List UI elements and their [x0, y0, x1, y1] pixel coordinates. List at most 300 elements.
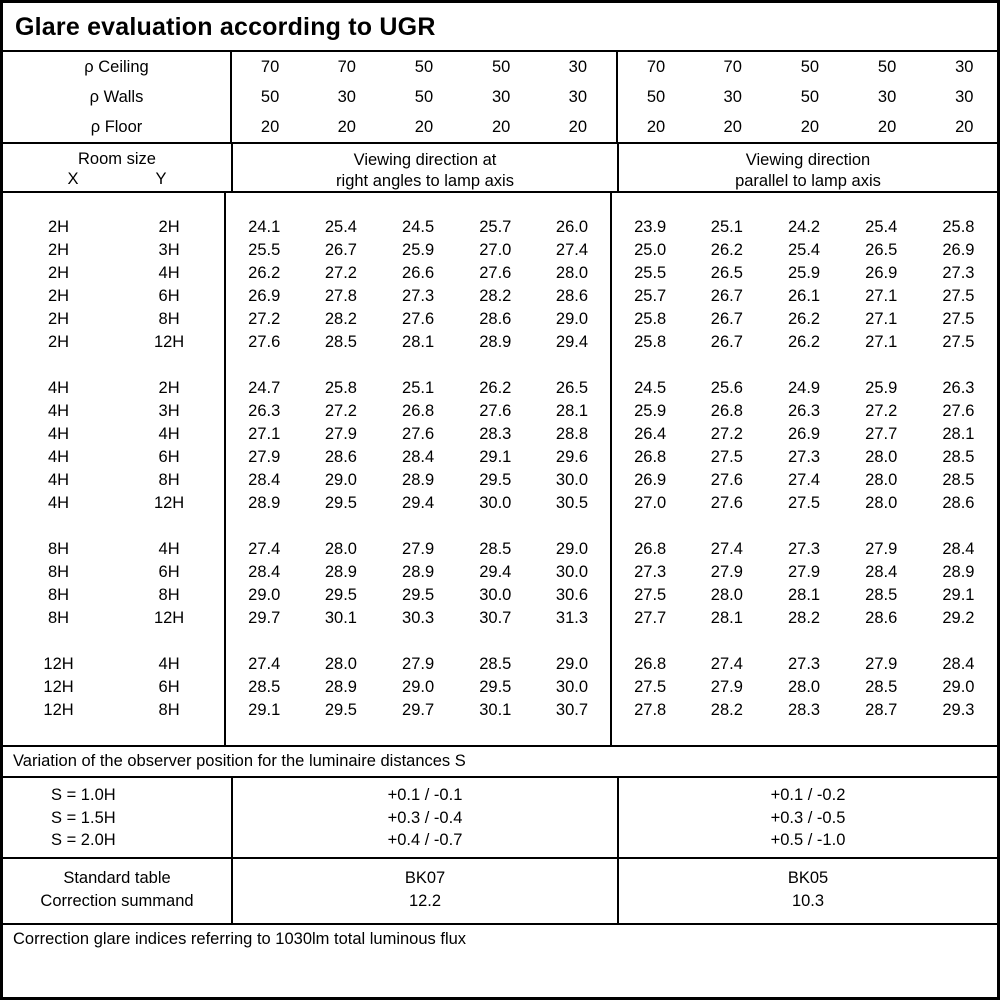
cell: 26.3: [787, 402, 821, 421]
cell: 70: [723, 57, 742, 76]
cell: 28.2: [710, 701, 743, 720]
cell-x: 8H: [47, 609, 70, 628]
cell: 30: [568, 87, 588, 106]
cell: 29.4: [555, 333, 589, 352]
cell: 28.0: [865, 494, 898, 513]
spacer-cell: [920, 515, 997, 538]
variation-value: +0.5 / -1.0: [770, 830, 846, 849]
spacer-row: [3, 354, 997, 377]
table-row: [3, 676, 997, 699]
cell: 25.8: [611, 308, 688, 331]
cell: 27.3: [787, 448, 821, 467]
cell: 28.2: [787, 609, 821, 628]
cell: 27.6: [479, 402, 512, 421]
cell: 30.1: [479, 701, 512, 720]
standard-table-value: BK05: [787, 869, 829, 888]
spacer-row: [3, 722, 997, 745]
cell: 29.3: [942, 701, 975, 720]
cell: 27.9: [710, 563, 743, 582]
cell-y: 4H: [158, 540, 180, 559]
variation-value: +0.3 / -0.5: [770, 808, 846, 827]
viewing-direction-line2: parallel to lamp axis: [735, 171, 881, 190]
cell: 28.1: [402, 333, 435, 352]
cell: 26.0: [555, 218, 589, 237]
cell: 29.7: [402, 701, 435, 720]
cell: 27.7: [865, 425, 898, 444]
variation-labels: [3, 778, 231, 857]
cell: 29.0: [402, 678, 435, 697]
cell: 29.0: [942, 678, 975, 697]
spacer-cell: [457, 193, 534, 216]
cell: 26.5: [710, 264, 743, 283]
cell: 28.0: [865, 471, 898, 490]
cell: 27.5: [942, 287, 975, 306]
cell: 26.9: [942, 241, 975, 260]
cell-y: 6H: [158, 563, 180, 582]
variation-label: S = 1.5H: [51, 808, 116, 827]
cell: 27.6: [942, 402, 975, 421]
cell: 20: [771, 112, 848, 143]
variation-label: S = 1.0H: [51, 786, 116, 805]
spacer-cell: [843, 722, 920, 745]
table-row: [3, 82, 1000, 112]
cell: 25.6: [710, 379, 743, 398]
cell: 27.3: [611, 561, 688, 584]
table-row: [3, 216, 997, 239]
cell: 50: [414, 87, 434, 106]
cell: 20: [926, 112, 1000, 143]
cell: 25.5: [225, 239, 302, 262]
cell: 23.9: [611, 216, 688, 239]
cell: 27.2: [324, 264, 357, 283]
cell: 29.4: [479, 563, 512, 582]
room-size-label: Room size: [78, 150, 156, 168]
cell-y: 12H: [153, 333, 185, 352]
cell: 27.2: [324, 402, 357, 421]
spacer-cell: [688, 515, 765, 538]
cell-x: 2H: [47, 287, 70, 306]
cell: 27.6: [402, 310, 435, 329]
cell-y: 12H: [153, 494, 185, 513]
cell: 25.4: [865, 218, 898, 237]
page-title: Glare evaluation according to UGR: [15, 13, 436, 41]
reflectance-table: [3, 52, 1000, 144]
spacer-cell: [765, 515, 842, 538]
cell: 50: [617, 82, 694, 112]
cell: 26.9: [611, 469, 688, 492]
cell: 27.6: [479, 264, 512, 283]
row-label-floor: ρ Floor: [3, 112, 231, 143]
spacer-cell: [114, 193, 225, 216]
cell: 28.5: [942, 471, 975, 490]
cell: 30: [337, 87, 356, 106]
cell: 30.0: [479, 586, 512, 605]
cell: 28.9: [942, 563, 975, 582]
cell: 29.5: [479, 678, 512, 697]
cell-y: 4H: [158, 655, 180, 674]
cell: 29.5: [402, 586, 435, 605]
spacer-cell: [114, 515, 225, 538]
cell-x: 12H: [43, 655, 74, 674]
cell: 28.4: [225, 561, 302, 584]
cell-y: 8H: [158, 701, 180, 720]
spacer-cell: [611, 515, 688, 538]
cell: 30: [955, 57, 974, 76]
cell: 25.8: [942, 218, 975, 237]
cell: 27.5: [942, 333, 975, 352]
cell: 29.0: [225, 584, 302, 607]
cell: 29.5: [324, 494, 357, 513]
spacer-cell: [3, 354, 114, 377]
cell: 27.9: [787, 563, 821, 582]
cell: 26.2: [479, 379, 512, 398]
cell: 26.8: [611, 446, 688, 469]
cell: 28.9: [324, 678, 357, 697]
variation-section: [3, 776, 997, 859]
cell: 26.2: [787, 333, 821, 352]
cell: 20: [385, 112, 462, 143]
cell: 28.3: [787, 701, 821, 720]
cell: 30.5: [555, 494, 589, 513]
cell: 27.2: [710, 425, 743, 444]
table-row: [3, 584, 997, 607]
table-row: [3, 699, 997, 722]
table-row: [3, 538, 997, 561]
table-row: [3, 285, 997, 308]
cell: 25.9: [611, 400, 688, 423]
cell: 28.5: [942, 448, 975, 467]
spacer-cell: [225, 193, 302, 216]
spacer-cell: [920, 722, 997, 745]
cell-y: 2H: [158, 218, 180, 237]
spacer-cell: [457, 515, 534, 538]
cell: 27.8: [324, 287, 357, 306]
cell: 26.2: [787, 310, 821, 329]
spacer-cell: [843, 515, 920, 538]
cell: 27.5: [787, 494, 821, 513]
cell: 20: [463, 112, 540, 143]
variation-note: Variation of the observer position for the luminaire distances S: [13, 752, 466, 771]
cell: 29.6: [555, 448, 589, 467]
cell: 28.5: [479, 540, 512, 559]
cell: 26.2: [710, 241, 743, 260]
cell: 26.4: [611, 423, 688, 446]
cell-y: 8H: [158, 586, 180, 605]
cell: 30: [723, 87, 742, 106]
cell: 28.4: [402, 448, 435, 467]
cell: 27.6: [225, 331, 302, 354]
spacer-cell: [225, 722, 302, 745]
cell: 29.7: [225, 607, 302, 630]
viewing-direction-line1: Viewing direction at: [353, 151, 497, 169]
cell: 26.1: [787, 287, 821, 306]
cell: 27.1: [865, 310, 898, 329]
table-row: [3, 377, 997, 400]
cell: 28.3: [479, 425, 512, 444]
spacer-cell: [843, 193, 920, 216]
standard-parallel: [617, 859, 997, 923]
cell-y: 2H: [158, 379, 180, 398]
cell: 20: [694, 112, 771, 143]
variation-value: +0.1 / -0.1: [387, 786, 463, 805]
room-size-y-label: Y: [155, 170, 167, 188]
spacer-cell: [534, 630, 611, 653]
cell: 28.1: [787, 586, 821, 605]
spacer-cell: [3, 630, 114, 653]
cell: 29.1: [225, 699, 302, 722]
spacer-cell: [611, 630, 688, 653]
cell: 27.1: [865, 333, 898, 352]
cell: 28.0: [324, 540, 357, 559]
spacer-cell: [765, 193, 842, 216]
standard-labels: [3, 859, 231, 923]
cell: 26.2: [225, 262, 302, 285]
cell-x: 2H: [47, 241, 70, 260]
spacer-cell: [688, 722, 765, 745]
cell: 20: [308, 112, 385, 143]
cell: 28.0: [787, 678, 821, 697]
row-label-walls: ρ Walls: [89, 87, 144, 106]
spacer-cell: [534, 354, 611, 377]
table-row: [3, 561, 997, 584]
cell: 24.5: [402, 218, 435, 237]
cell: 27.6: [710, 471, 743, 490]
cell: 29.0: [555, 310, 589, 329]
cell-y: 6H: [158, 287, 180, 306]
cell-x: 2H: [47, 333, 70, 352]
cell: 26.7: [324, 241, 357, 260]
cell: 27.4: [225, 538, 302, 561]
cell: 25.8: [611, 331, 688, 354]
cell: 26.6: [402, 264, 435, 283]
cell-x: 2H: [47, 218, 70, 237]
cell: 25.4: [787, 241, 821, 260]
cell: 26.8: [402, 402, 435, 421]
cell-x: 4H: [47, 379, 70, 398]
cell: 24.5: [611, 377, 688, 400]
column-headers: [3, 144, 997, 191]
cell: 29.2: [942, 609, 975, 628]
cell: 28.5: [324, 333, 357, 352]
standard-section: [3, 859, 997, 925]
cell: 29.5: [479, 471, 512, 490]
spacer-cell: [611, 354, 688, 377]
standard-perpendicular: [231, 859, 617, 923]
table-row: [3, 469, 997, 492]
cell: 30: [877, 87, 897, 106]
cell: 27.5: [710, 448, 743, 467]
variation-value: +0.4 / -0.7: [387, 830, 463, 849]
spacer-row: [3, 515, 997, 538]
cell: 30: [491, 87, 511, 106]
spacer-cell: [688, 193, 765, 216]
viewing-direction-perpendicular-header: [231, 144, 617, 191]
cell: 27.9: [865, 655, 898, 674]
cell: 25.9: [402, 241, 435, 260]
cell: 24.2: [787, 218, 821, 237]
spacer-cell: [380, 630, 457, 653]
cell: 28.0: [555, 264, 589, 283]
table-row: [3, 423, 997, 446]
cell: 20: [231, 112, 308, 143]
cell: 70: [617, 52, 694, 82]
spacer-cell: [843, 630, 920, 653]
spacer-cell: [225, 515, 302, 538]
cell: 27.3: [787, 540, 821, 559]
cell: 29.0: [555, 540, 589, 559]
spacer-cell: [3, 722, 114, 745]
cell: 30: [955, 87, 974, 106]
cell: 28.9: [324, 563, 357, 582]
cell: 25.0: [611, 239, 688, 262]
cell: 28.1: [710, 609, 743, 628]
cell: 50: [491, 57, 511, 76]
cell-x: 4H: [47, 425, 70, 444]
cell: 26.8: [611, 653, 688, 676]
cell: 50: [231, 82, 308, 112]
cell: 27.2: [865, 402, 898, 421]
cell: 26.9: [225, 285, 302, 308]
spacer-row: [3, 193, 997, 216]
ugr-data-table: [3, 193, 997, 745]
cell: 30.7: [555, 701, 589, 720]
spacer-cell: [534, 193, 611, 216]
table-row: [3, 653, 997, 676]
cell-x: 4H: [47, 402, 70, 421]
cell: 27.4: [710, 540, 743, 559]
cell: 28.2: [479, 287, 512, 306]
cell: 27.5: [611, 676, 688, 699]
cell: 28.9: [402, 471, 435, 490]
spacer-cell: [457, 354, 534, 377]
spacer-cell: [765, 354, 842, 377]
spacer-cell: [457, 722, 534, 745]
spacer-cell: [611, 193, 688, 216]
variation-value: +0.1 / -0.2: [770, 786, 846, 805]
cell-x: 4H: [47, 448, 70, 467]
spacer-cell: [920, 193, 997, 216]
table-row: [3, 607, 997, 630]
cell: 28.1: [555, 402, 589, 421]
cell: 26.7: [710, 287, 743, 306]
cell: 27.1: [225, 423, 302, 446]
cell-x: 2H: [47, 310, 70, 329]
cell: 27.4: [225, 653, 302, 676]
cell-y: 4H: [158, 264, 180, 283]
cell: 27.9: [710, 678, 743, 697]
cell: 28.5: [865, 678, 898, 697]
cell: 25.9: [787, 264, 821, 283]
spacer-cell: [920, 354, 997, 377]
cell: 28.9: [225, 492, 302, 515]
cell: 50: [800, 87, 820, 106]
spacer-cell: [843, 354, 920, 377]
spacer-cell: [302, 630, 379, 653]
table-row: [3, 331, 997, 354]
spacer-cell: [3, 193, 114, 216]
cell: 28.6: [479, 310, 512, 329]
cell-y: 4H: [158, 425, 180, 444]
cell: 27.0: [611, 492, 688, 515]
cell: 27.6: [402, 425, 435, 444]
cell: 24.7: [225, 377, 302, 400]
cell: 70: [231, 52, 308, 82]
cell: 28.6: [865, 609, 898, 628]
cell: 27.9: [865, 540, 898, 559]
spacer-cell: [688, 630, 765, 653]
cell: 30.0: [555, 471, 589, 490]
cell: 26.9: [787, 425, 821, 444]
correction-summand-label: Correction summand: [40, 892, 194, 911]
cell: 27.2: [225, 308, 302, 331]
variation-value: +0.3 / -0.4: [387, 808, 463, 827]
cell: 50: [877, 57, 897, 76]
cell-x: 12H: [43, 701, 74, 720]
spacer-cell: [534, 515, 611, 538]
cell: 28.7: [865, 701, 898, 720]
spacer-cell: [302, 354, 379, 377]
cell: 24.1: [225, 216, 302, 239]
variation-perpendicular-values: [231, 778, 617, 857]
cell: 26.7: [710, 333, 743, 352]
table-row: [3, 262, 997, 285]
cell: 28.4: [942, 540, 975, 559]
cell-y: 3H: [158, 241, 180, 260]
cell: 27.6: [710, 494, 743, 513]
cell-y: 6H: [158, 678, 180, 697]
cell: 25.8: [324, 379, 357, 398]
cell: 28.5: [865, 586, 898, 605]
table-row: [3, 112, 1000, 143]
cell: 28.4: [865, 563, 898, 582]
correction-summand-value: 12.2: [408, 892, 442, 911]
cell: 26.9: [865, 264, 898, 283]
cell: 26.3: [225, 400, 302, 423]
standard-table-value: BK07: [404, 869, 446, 888]
room-size-header: [3, 144, 231, 191]
viewing-direction-line1: Viewing direction: [745, 151, 871, 169]
cell-x: 4H: [47, 471, 70, 490]
cell: 28.6: [555, 287, 589, 306]
cell: 31.3: [555, 609, 589, 628]
spacer-cell: [225, 354, 302, 377]
cell: 25.7: [479, 218, 512, 237]
cell: 30.0: [555, 563, 589, 582]
cell: 20: [849, 112, 926, 143]
cell: 27.9: [402, 540, 435, 559]
cell: 28.5: [225, 676, 302, 699]
spacer-row: [3, 630, 997, 653]
cell: 27.5: [942, 310, 975, 329]
cell: 30: [568, 57, 588, 76]
cell: 28.0: [865, 448, 898, 467]
spacer-cell: [380, 354, 457, 377]
spacer-cell: [534, 722, 611, 745]
room-size-x-label: X: [67, 170, 79, 188]
cell: 26.5: [865, 241, 898, 260]
cell: 30.1: [324, 609, 357, 628]
table-row: [3, 400, 997, 423]
cell: 25.4: [324, 218, 357, 237]
cell: 26.3: [942, 379, 975, 398]
cell: 25.7: [611, 285, 688, 308]
cell: 27.4: [555, 241, 589, 260]
spacer-cell: [611, 722, 688, 745]
spacer-cell: [225, 630, 302, 653]
cell: 29.5: [324, 701, 357, 720]
cell: 28.4: [942, 655, 975, 674]
cell-x: 4H: [47, 494, 70, 513]
